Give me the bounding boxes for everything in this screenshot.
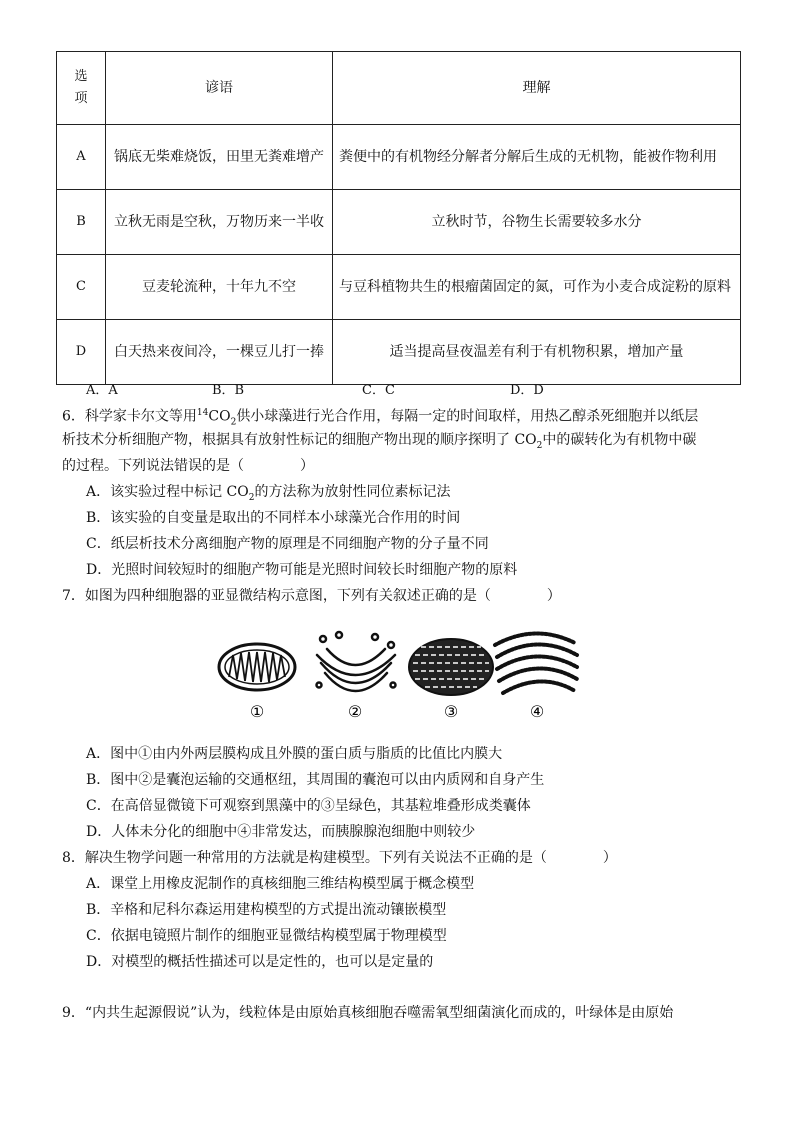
figure-label-4: ④ [529, 702, 545, 721]
row-saying: 锅底无柴难烧饭，田里无粪难增产 [106, 125, 333, 190]
q6-option-c: C．纸层析技术分离细胞产物的原理是不同细胞产物的分子量不同 [86, 536, 489, 552]
header-saying: 谚语 [106, 52, 333, 125]
figure-label-1: ① [249, 702, 265, 721]
golgi-drawing [317, 632, 396, 691]
q6-option-a [86, 482, 450, 508]
row-saying: 白天热来夜间冷，一棵豆儿打一捧 [106, 320, 333, 385]
q6-option-b: B．该实验的自变量是取出的不同样本小球藻光合作用的时间 [86, 510, 461, 526]
q5-option-a: A．A [86, 383, 118, 398]
row-saying: 豆麦轮流种，十年九不空 [106, 255, 333, 320]
q6-isotope-mass: 14 [196, 408, 209, 418]
q6-option-d: D．光照时间较短时的细胞产物可能是光照时间较长时细胞产物的原料 [86, 562, 518, 578]
row-meaning: 适当提高昼夜温差有利于有机物积累，增加产量 [333, 320, 741, 385]
q6-stem-line-3: 的过程。下列说法错误的是（ ） [62, 458, 314, 474]
q8-option-c: C．依据电镜照片制作的细胞亚显微结构模型属于物理模型 [86, 928, 447, 944]
q5-option-c: C．C [362, 383, 395, 398]
row-option: A [57, 125, 106, 190]
q6-stem-line-1 [62, 403, 698, 432]
q6-stem-1-pre: 6．科学家卡尔文等用 [62, 408, 197, 425]
q6-co2-sub-2: 2 [536, 440, 543, 451]
q6-stem-line-2 [62, 430, 696, 456]
row-option: C [57, 255, 106, 320]
table-row [57, 125, 741, 190]
q6-co2-sub: 2 [230, 417, 237, 428]
q5-option-b: B．B [212, 383, 245, 398]
q6-opt-a-pre: A．该实验过程中标记 CO [86, 484, 249, 500]
row-option: B [57, 190, 106, 255]
organelle-illustration [215, 625, 585, 725]
q6-stem-2-pre: 析技术分析细胞产物，根据具有放射性标记的细胞产物出现的顺序探明了 CO [62, 432, 537, 448]
q6-stem-2-post: 中的碳转化为有机物中碳 [542, 432, 697, 448]
q6-stem-1-post: 供小球藻进行光合作用，每隔一定的时间取样，用热乙醇杀死细胞并以纸层 [236, 408, 699, 425]
mitochondrion-drawing [219, 644, 295, 690]
q7-option-a: A．图中①由内外两层膜构成且外膜的蛋白质与脂质的比值比内膜大 [86, 746, 503, 762]
proverb-table [56, 51, 741, 385]
header-option: 选 项 [57, 52, 106, 125]
q8-option-a: A．课堂上用橡皮泥制作的真核细胞三维结构模型属于概念模型 [86, 876, 475, 892]
table-row [57, 255, 741, 320]
q8-stem: 8．解决生物学问题一种常用的方法就是构建模型。下列有关说法不正确的是（ ） [62, 850, 617, 866]
q5-option-d: D．D [510, 383, 544, 398]
table-header-row [57, 52, 741, 125]
row-meaning: 与豆科植物共生的根瘤菌固定的氮，可作为小麦合成淀粉的原料 [333, 255, 741, 320]
q8-option-d: D．对模型的概括性描述可以是定性的，也可以是定量的 [86, 954, 434, 970]
row-saying: 立秋无雨是空秋，万物历来一半收 [106, 190, 333, 255]
q6-co2: CO [208, 408, 231, 425]
row-option: D [57, 320, 106, 385]
row-meaning: 粪便中的有机物经分解者分解后生成的无机物，能被作物利用 [333, 125, 741, 190]
q6-opt-a-post: 的方法称为放射性同位素标记法 [254, 484, 451, 500]
q7-option-b: B．图中②是囊泡运输的交通枢纽，其周围的囊泡可以由内质网和自身产生 [86, 772, 545, 788]
q9-stem: 9．“内共生起源假说”认为，线粒体是由原始真核细胞吞噬需氧型细菌演化而成的，叶绿体是由原始 [62, 1005, 674, 1021]
header-meaning: 理解 [333, 52, 741, 125]
organelle-figure [215, 625, 585, 725]
figure-label-2: ② [347, 702, 363, 721]
table-row [57, 190, 741, 255]
chloroplast-drawing [409, 639, 493, 695]
table-row [57, 320, 741, 385]
q7-stem: 7．如图为四种细胞器的亚显微结构示意图，下列有关叙述正确的是（ ） [62, 588, 561, 604]
figure-label-3: ③ [443, 702, 459, 721]
q7-option-c: C．在高倍显微镜下可观察到黑藻中的③呈绿色，其基粒堆叠形成类囊体 [86, 798, 531, 814]
q8-option-b: B．辛格和尼科尔森运用建构模型的方式提出流动镶嵌模型 [86, 902, 447, 918]
q6-opt-a-sub: 2 [248, 492, 255, 503]
q7-option-d: D．人体未分化的细胞中④非常发达，而胰腺腺泡细胞中则较少 [86, 824, 476, 840]
rough-er-drawing [495, 633, 577, 693]
row-meaning: 立秋时节，谷物生长需要较多水分 [333, 190, 741, 255]
